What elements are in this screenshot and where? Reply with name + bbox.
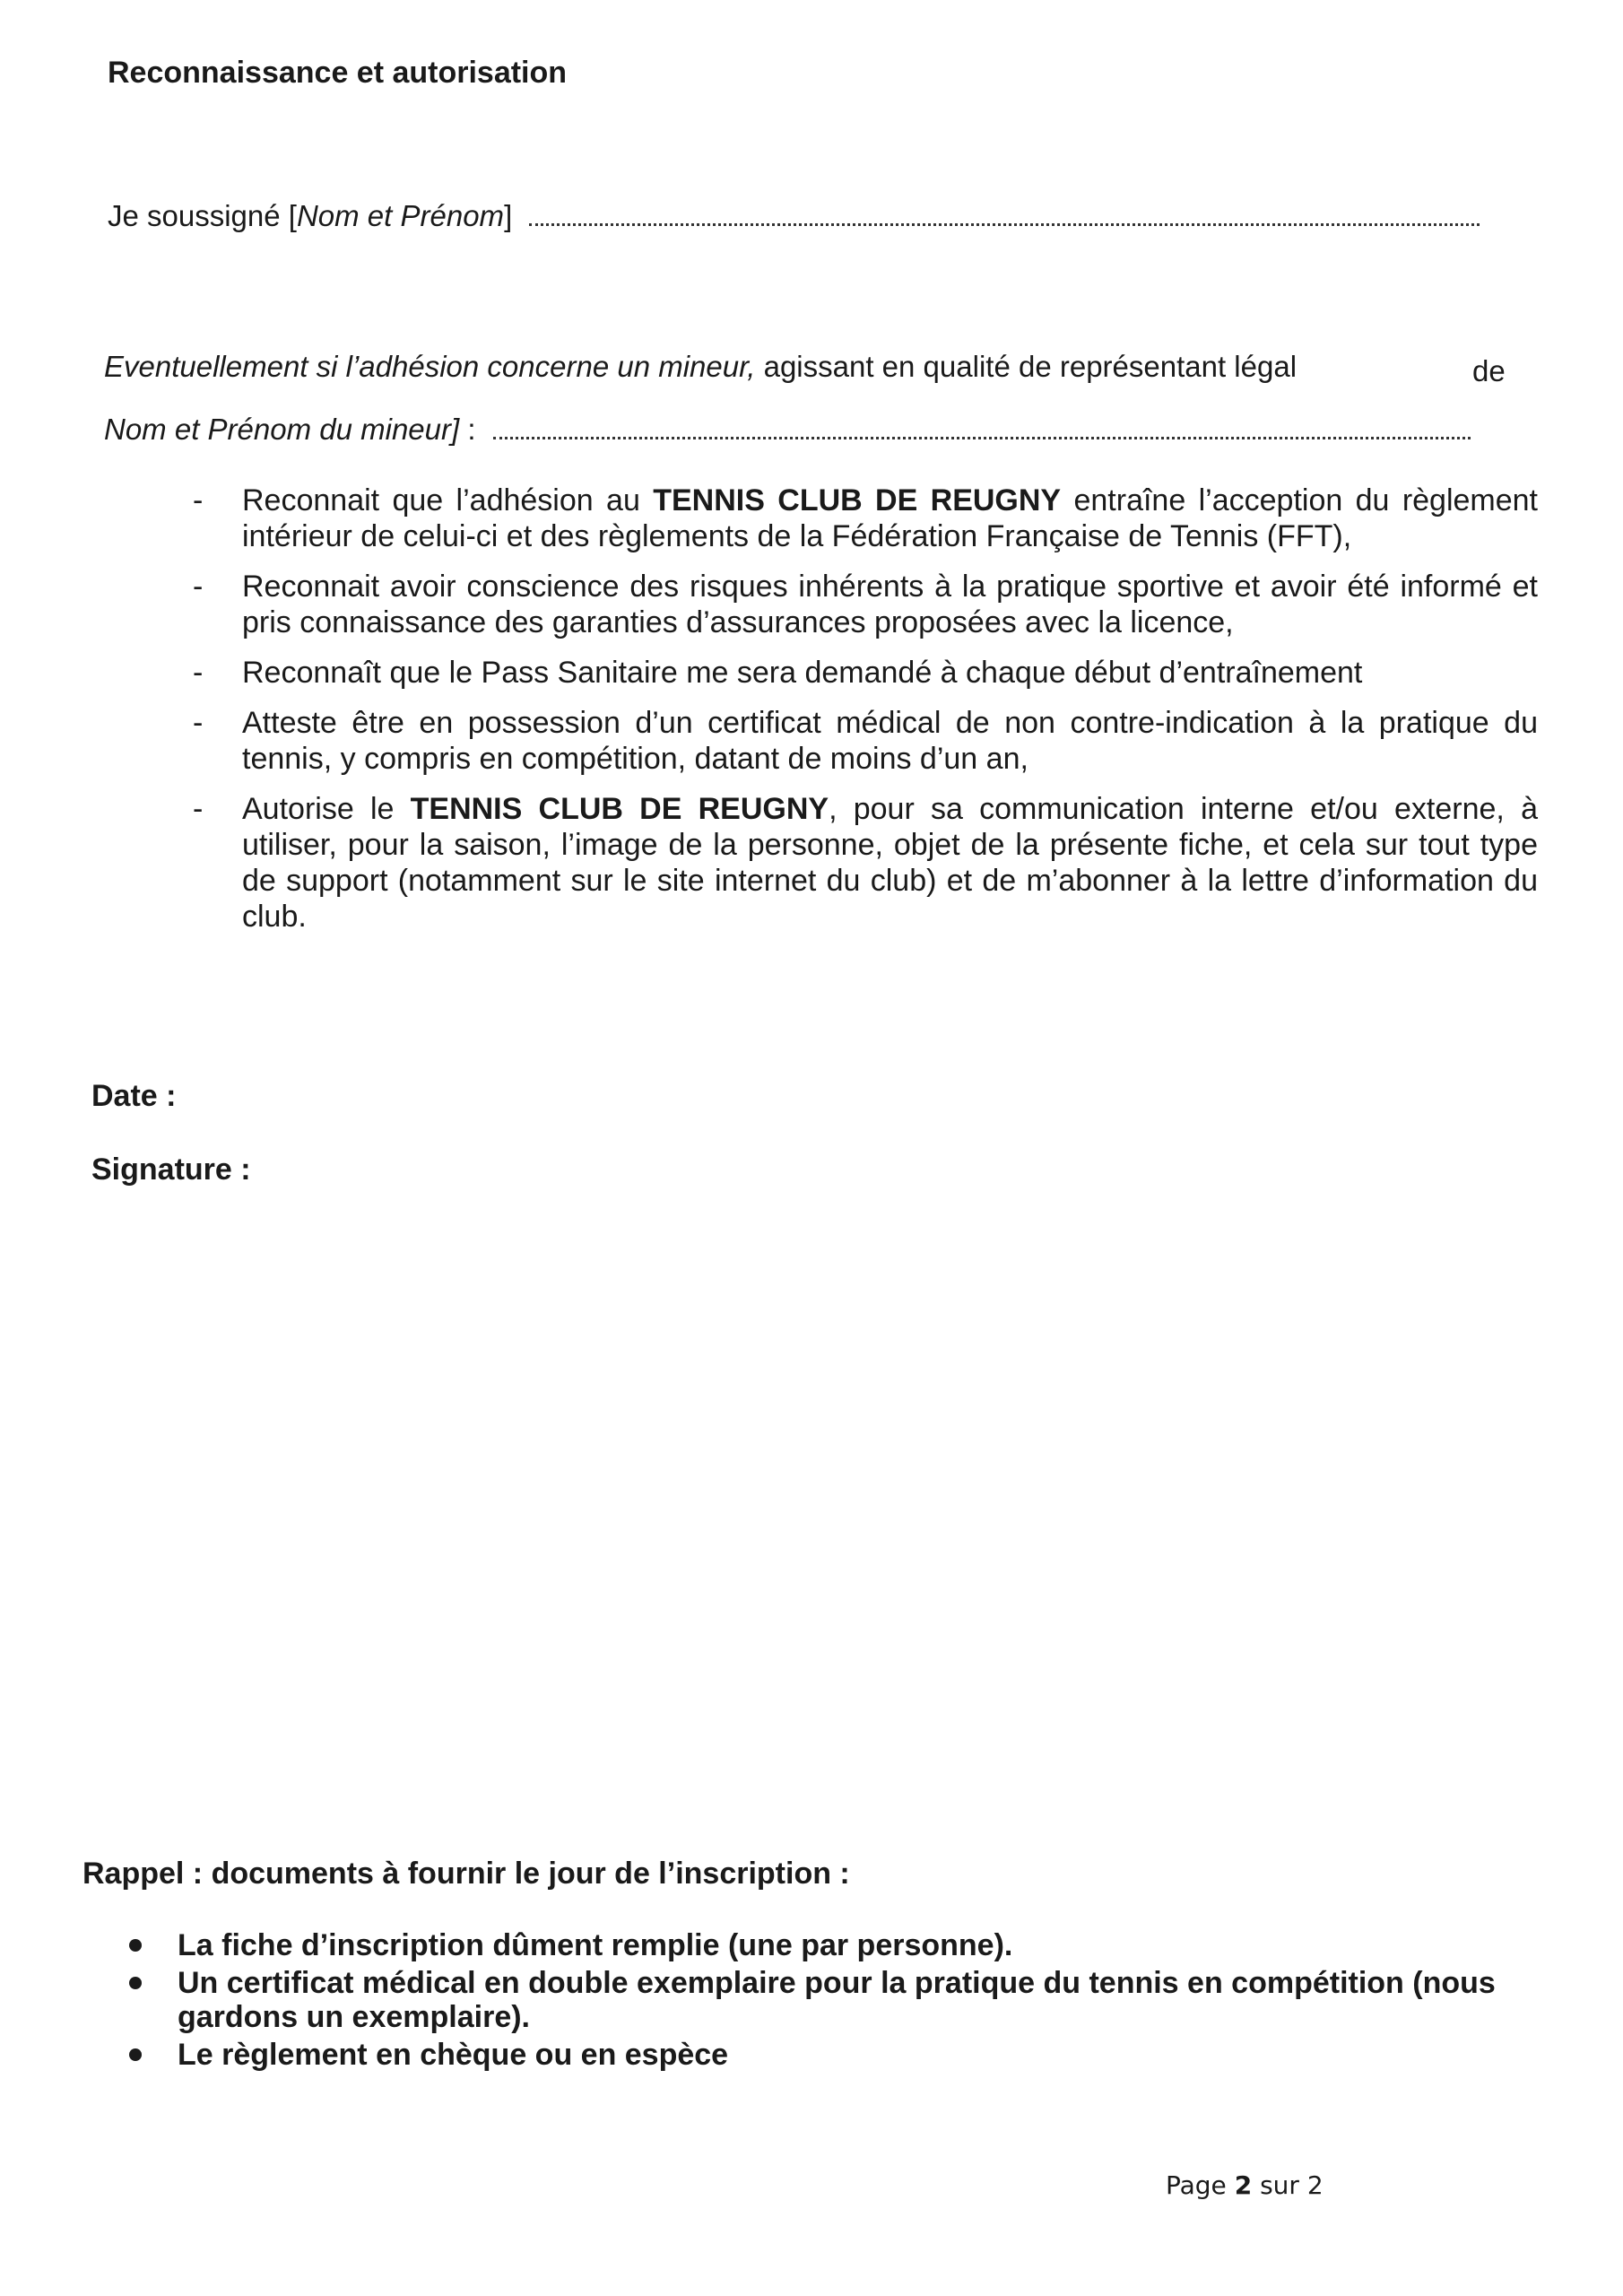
signature-area[interactable] <box>287 1148 1094 1327</box>
soussigne-line <box>108 199 1480 233</box>
mineur-rest: agissant en qualité de représentant légal <box>755 350 1298 383</box>
mineur-intro: Eventuellement si l’adhésion concerne un mineur, <box>104 350 756 383</box>
statement-item: - Autorise le TENNIS CLUB DE REUGNY, pour sa communication interne et/ou externe, à utiliser, pour la saison, l’image de la personne, objet de la présente fiche, et cela sur tout type de support (notamment sur le site internet du club) et de m’abonner à la lettre d’information du club. <box>193 792 1538 934</box>
dash-marker: - <box>193 656 204 690</box>
mineur-de: de <box>1472 354 1506 387</box>
minor-name-fill-line[interactable] <box>493 433 1471 439</box>
document-item: La fiche d’inscription dûment remplie (une par personne). <box>126 1928 1524 1962</box>
bullet-dot-icon <box>129 1977 142 1989</box>
date-label: Date : <box>91 1079 177 1113</box>
dash-marker: - <box>193 706 204 740</box>
statement-item: - Reconnaît que le Pass Sanitaire me sera demandé à chaque début d’entraînement <box>193 656 1363 690</box>
signature-label: Signature : <box>91 1152 251 1187</box>
dash-marker: - <box>193 483 204 517</box>
statement-item: - Atteste être en possession d’un certificat médical de non contre-indication à la pratique du tennis, y compris en compétition, datant de moins d’un an, <box>193 706 1538 776</box>
mineur-name-suffix: : <box>459 413 476 446</box>
mineur-name-line <box>104 413 1471 447</box>
club-name: TENNIS CLUB DE REUGNY <box>653 483 1062 517</box>
soussigne-prefix: Je soussigné [ <box>108 199 297 232</box>
soussigne-placeholder: Nom et Prénom <box>296 199 505 232</box>
bullet-dot-icon <box>129 1939 142 1952</box>
statements-list <box>193 483 1538 949</box>
mineur-name-label: Nom et Prénom du mineur] <box>104 413 460 446</box>
rappel-title: Rappel : documents à fournir le jour de l’inscription : <box>82 1857 850 1891</box>
page-number: Page 2 sur 2 <box>1166 2170 1324 2200</box>
bullet-dot-icon <box>129 2048 142 2061</box>
mineur-line <box>104 350 1297 384</box>
document-item: Le règlement en chèque ou en espèce <box>126 2038 1524 2072</box>
dash-marker: - <box>193 570 204 604</box>
soussigne-suffix: ] <box>504 199 513 232</box>
statement-item: - Reconnait avoir conscience des risques inhérents à la pratique sportive et avoir été informé et pris connaissance des garanties d’assurances proposées avec la licence, <box>193 570 1538 639</box>
section-title: Reconnaissance et autorisation <box>108 56 568 90</box>
club-name: TENNIS CLUB DE REUGNY <box>410 792 829 826</box>
dash-marker: - <box>193 792 204 826</box>
statement-item: - Reconnait que l’adhésion au TENNIS CLUB DE REUGNY entraîne l’acception du règlement intérieur de celui-ci et des règlements de la Fédération Française de Tennis (FFT), <box>193 483 1539 553</box>
document-item: Un certificat médical en double exemplaire pour la pratique du tennis en compétition (nous gardons un exemplaire). <box>126 1966 1524 2034</box>
documents-list <box>126 1928 1524 2075</box>
name-fill-line[interactable] <box>529 220 1480 226</box>
